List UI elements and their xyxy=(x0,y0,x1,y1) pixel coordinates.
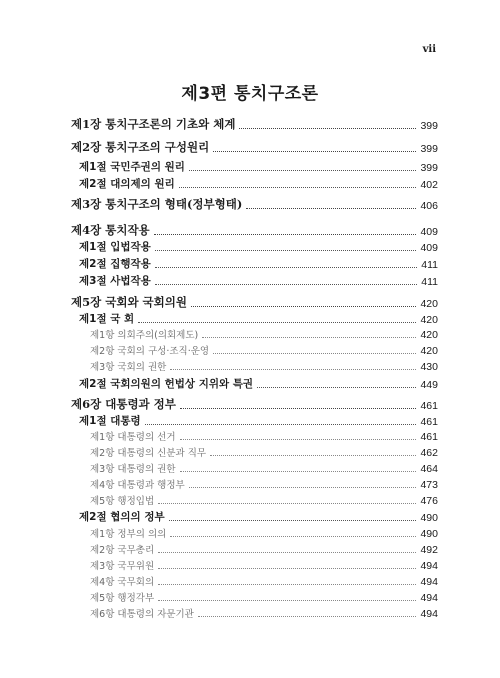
toc-page-number: 420 xyxy=(420,298,438,310)
dot-leader xyxy=(213,353,416,354)
dot-leader xyxy=(246,208,416,209)
toc-item[interactable] xyxy=(71,542,438,556)
toc-item[interactable] xyxy=(71,574,438,588)
toc-section[interactable] xyxy=(71,159,438,174)
toc-chapter[interactable] xyxy=(71,139,438,155)
toc-title: 제2장 통치구조의 구성원리 xyxy=(71,140,210,154)
toc-title: 제6항 대통령의 자문기관 xyxy=(90,609,194,620)
dot-leader xyxy=(155,250,417,251)
dot-leader xyxy=(155,284,417,285)
toc-page-number: 492 xyxy=(420,544,438,556)
toc-page-number: 411 xyxy=(421,276,438,288)
toc-page-number: 402 xyxy=(420,179,438,191)
toc-section[interactable] xyxy=(71,509,438,524)
toc-section[interactable] xyxy=(71,239,438,254)
toc-title: 제1절 국 회 xyxy=(79,313,135,325)
toc-item[interactable] xyxy=(71,359,438,373)
toc-page-number: 399 xyxy=(420,143,438,155)
toc-page-number: 449 xyxy=(420,379,438,391)
toc-title: 제2절 대의제의 원리 xyxy=(79,178,175,190)
toc-chapter[interactable] xyxy=(71,396,438,412)
toc-item[interactable] xyxy=(71,526,438,540)
toc-title: 제3항 국무위원 xyxy=(90,561,155,572)
toc-page-number: 409 xyxy=(420,226,438,238)
toc-title: 제2절 집행작용 xyxy=(79,258,151,270)
toc-item[interactable] xyxy=(71,493,438,507)
dot-leader xyxy=(154,234,417,235)
toc-title: 제1절 대통령 xyxy=(79,415,141,427)
toc-title: 제1절 입법작용 xyxy=(79,241,151,253)
toc-title: 제4항 국무회의 xyxy=(90,577,155,588)
toc-title: 제3장 통치구조의 형태(정부형태) xyxy=(71,197,243,211)
toc-item[interactable] xyxy=(71,343,438,357)
dot-leader xyxy=(257,387,416,388)
toc-section[interactable] xyxy=(71,311,438,326)
dot-leader xyxy=(180,439,417,440)
dot-leader xyxy=(198,616,417,617)
toc-item[interactable] xyxy=(71,429,438,443)
toc-page-number: 494 xyxy=(420,576,438,588)
dot-leader xyxy=(158,568,416,569)
toc-title: 제3항 대통령의 권한 xyxy=(90,464,176,475)
toc-page-number: 490 xyxy=(420,512,438,524)
toc-chapter[interactable] xyxy=(71,116,438,132)
dot-leader xyxy=(170,536,416,537)
dot-leader xyxy=(169,520,417,521)
part-title: 제3편 통치구조론 xyxy=(181,84,319,104)
toc-page-number: 494 xyxy=(420,608,438,620)
dot-leader xyxy=(210,455,416,456)
toc-item[interactable] xyxy=(71,590,438,604)
dot-leader xyxy=(158,584,416,585)
toc-page-number: 464 xyxy=(420,463,438,475)
toc-title: 제4장 통치작용 xyxy=(71,223,150,237)
toc-page-number: 462 xyxy=(420,447,438,459)
dot-leader xyxy=(189,170,417,171)
toc-page-number: 476 xyxy=(420,495,438,507)
dot-leader xyxy=(155,267,417,268)
toc-title: 제5항 행정각부 xyxy=(90,593,155,604)
dot-leader xyxy=(239,128,416,129)
toc-title: 제6장 대통령과 정부 xyxy=(71,397,176,411)
toc-section[interactable] xyxy=(71,273,438,288)
toc-item[interactable] xyxy=(71,445,438,459)
toc-title: 제5항 행정입법 xyxy=(90,496,155,507)
toc-title: 제2항 대통령의 신분과 직무 xyxy=(90,448,207,459)
toc-page-number: 420 xyxy=(420,314,438,326)
toc-title: 제3절 사법작용 xyxy=(79,275,151,287)
toc-title: 제1항 의회주의(의회제도) xyxy=(90,330,199,341)
toc-title: 제3항 국회의 권한 xyxy=(90,362,167,373)
toc-page-number: 490 xyxy=(420,528,438,540)
toc-title: 제2절 협의의 정부 xyxy=(79,511,165,523)
toc-section[interactable] xyxy=(71,176,438,191)
toc-page-number: 461 xyxy=(420,416,438,428)
toc-title: 제4항 대통령과 행정부 xyxy=(90,480,185,491)
dot-leader xyxy=(179,187,417,188)
dot-leader xyxy=(180,408,417,409)
page-number: vii xyxy=(422,44,436,55)
toc-item[interactable] xyxy=(71,477,438,491)
toc-title: 제5장 국회와 국회의원 xyxy=(71,295,187,309)
toc-title: 제2항 국회의 구성·조직·운영 xyxy=(90,346,210,357)
toc-chapter[interactable] xyxy=(71,294,438,310)
dot-leader xyxy=(158,503,416,504)
dot-leader xyxy=(145,424,417,425)
toc-item[interactable] xyxy=(71,558,438,572)
toc-page-number: 411 xyxy=(421,259,438,271)
toc-page-number: 399 xyxy=(420,162,438,174)
toc-section[interactable] xyxy=(71,256,438,271)
toc-section[interactable] xyxy=(71,376,438,391)
toc-title: 제1항 정부의 의의 xyxy=(90,529,167,540)
dot-leader xyxy=(202,337,416,338)
dot-leader xyxy=(158,600,416,601)
toc-page-number: 420 xyxy=(420,345,438,357)
toc-page-number: 409 xyxy=(420,242,438,254)
toc-page-number: 461 xyxy=(420,400,438,412)
toc-section[interactable] xyxy=(71,413,438,428)
toc-page-number: 494 xyxy=(420,592,438,604)
toc-page-number: 461 xyxy=(420,431,438,443)
dot-leader xyxy=(213,151,416,152)
dot-leader xyxy=(170,369,416,370)
toc-item[interactable] xyxy=(71,327,438,341)
dot-leader xyxy=(191,306,416,307)
toc-page-number: 399 xyxy=(420,120,438,132)
toc-title: 제1절 국민주권의 원리 xyxy=(79,161,185,173)
dot-leader xyxy=(180,471,417,472)
toc-page-number: 420 xyxy=(420,329,438,341)
toc-title: 제1항 대통령의 선거 xyxy=(90,432,176,443)
dot-leader xyxy=(189,487,417,488)
toc-page-number: 494 xyxy=(420,560,438,572)
toc-title: 제1장 통치구조론의 기초와 체계 xyxy=(71,117,236,131)
dot-leader xyxy=(158,552,416,553)
toc-chapter[interactable] xyxy=(71,196,438,212)
toc-item[interactable] xyxy=(71,461,438,475)
toc-page-number: 430 xyxy=(420,361,438,373)
toc-page-number: 473 xyxy=(420,479,438,491)
toc-title: 제2항 국무총리 xyxy=(90,545,155,556)
toc-page-number: 406 xyxy=(420,200,438,212)
toc-chapter[interactable] xyxy=(71,222,438,238)
dot-leader xyxy=(138,322,416,323)
toc-title: 제2절 국회의원의 헌법상 지위와 특권 xyxy=(79,378,254,390)
toc-item[interactable] xyxy=(71,606,438,620)
